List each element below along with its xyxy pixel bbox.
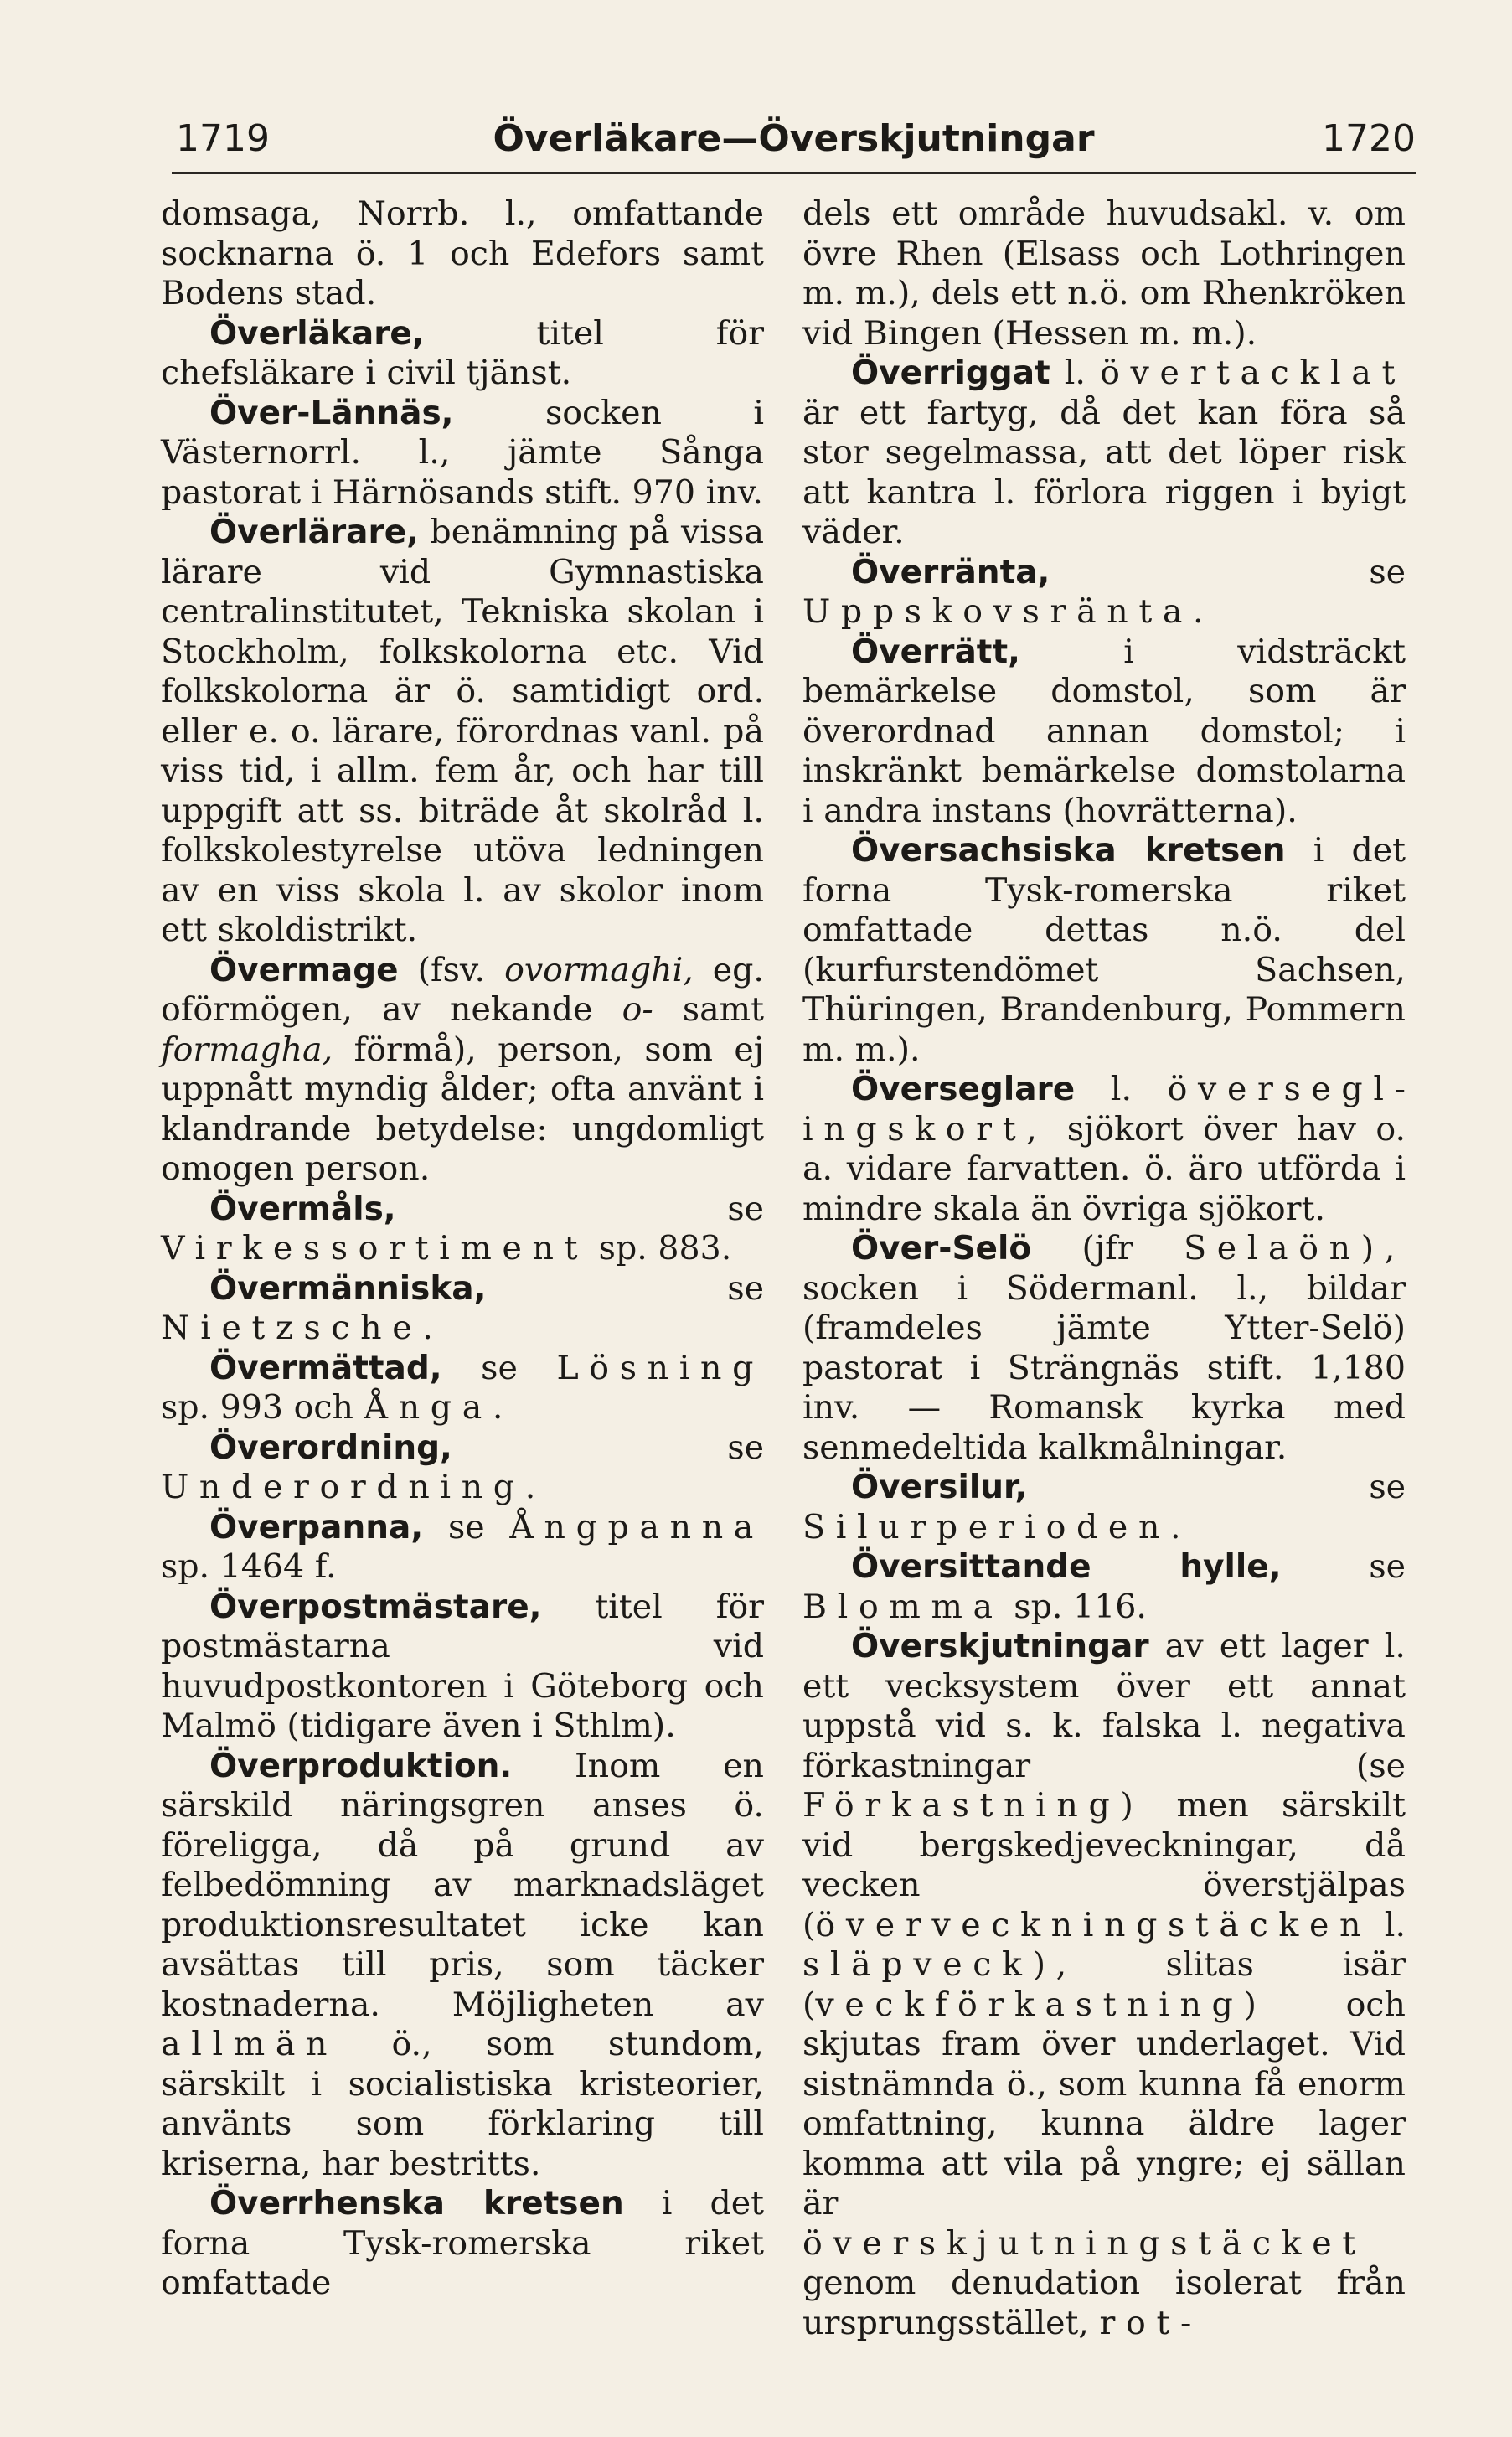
right-column [802,194,1406,2343]
entry-overriggat: Överriggat l. övertacklat är ett fartyg, då det kan föra så stor segelmassa, att det löper risk att kantra l. förlora riggen i byigt väder. [802,354,1406,551]
left-column [161,194,764,2304]
entry-oversilur: Översilur, se Silurperioden. [802,1468,1406,1546]
page-header [172,111,1416,169]
entry-overmattad: Övermättad, se Lösning sp. 993 och Ånga. [161,1348,764,1427]
page-number-left: 1719 [176,117,270,160]
entry-continuation: domsaga, Norrb. l., omfattande socknarna ö. 1 och Edefors samt Bodens stad. [161,194,764,312]
entry-overordning: Överordning, se Underordning. [161,1428,764,1506]
entry-overmage: Övermage (fsv. ovormaghi, eg. oförmögen, av nekande o- samt formagha, förmå), person, som ej uppnått myndig ålder; ofta använt i klandrande betydelse: ungdomligt omogen person. [161,950,764,1188]
entry-overproduktion: Överproduktion. Inom en särskild näringsgren anses ö. föreligga, då på grund av felbedömning av marknadsläget produktionsresultatet icke kan avsättas till pris, som täcker kostnaderna. Möjligheten av allmän ö., som stundom, särskilt i socialistiska kristeorier, använts som förklaring till kriserna, har bestritts. [161,1746,764,2183]
running-title: Överläkare—Överskjutningar [493,117,1095,160]
entry-overpostmastare: Överpostmästare, titel för postmästarna vid huvudpostkontoren i Göteborg och Malmö (tidigare även i Sthlm). [161,1587,764,1745]
entry-overmals: Övermåls, se Virkessortiment sp. 883. [161,1189,764,1268]
entry-overratt: Överrätt, i vidsträckt bemärkelse domstol, som är överordnad annan domstol; i inskränkt bemärkelse domstolarna i andra instans (hovrätterna). [802,632,1406,830]
entry-over-selo: Över-Selö (jfr Selaön), socken i Södermanl. l., bildar (framdeles jämte Ytter-Selö) pastorat i Strängnäs stift. 1,180 inv. — Romansk kyrka med senmedeltida kalkmålningar. [802,1229,1406,1467]
entry-over-lannas: Över-Lännäs, socken i Västernorrl. l., jämte Sånga pastorat i Härnösands stift. 970 inv. [161,393,764,512]
entry-oversittande-hylle: Översittande hylle, se Blomma sp. 116. [802,1547,1406,1626]
entry-overseglare: Överseglare l. överseglingskort, sjökort över hav o. a. vidare farvatten. ö. äro utförda i mindre skala än övriga sjökort. [802,1070,1406,1228]
entry-overranta: Överränta, se Uppskovsränta. [802,552,1406,631]
entry-overrhenska-kretsen: Överrhenska kretsen i det forna Tysk-romerska riket omfattade [161,2184,764,2302]
entry-overskjutningar: Överskjutningar av ett lager l. ett vecksystem över ett annat uppstå vid s. k. falska l. negativa förkastningar (se Förkastning) men särskilt vid bergskedjeveckningar, då vecken överstjälpas (överveckningstäcken l. släpveck), slitas isär (veckförkastning) och skjutas fram över underlaget. Vid sistnämnda ö., som kunna få enorm omfattning, kunna äldre lager komma att vila på yngre; ej sällan är överskjutningstäcket genom denudation isolerat från ursprungsstället, rot- [802,1627,1406,2342]
entry-overlakare: Överläkare, titel för chefsläkare i civil tjänst. [161,313,764,392]
entry-overmanniska: Övermänniska, se Nietzsche. [161,1268,764,1347]
entry-overlarare: Överlärare, benämning på vissa lärare vid Gymnastiska centralinstitutet, Tekniska skolan i Stockholm, folkskolorna etc. Vid folkskolorna är ö. samtidigt ord. eller e. o. lärare, förordnas vanl. på viss tid, i allm. fem år, och har till uppgift att ss. biträde åt skolråd l. folkskolestyrelse utöva ledningen av en viss skola l. av skolor inom ett skoldistrikt. [161,513,764,949]
page-number-right: 1720 [1322,117,1416,160]
entry-continuation: dels ett område huvudsakl. v. om övre Rhen (Elsass och Lothringen m. m.), dels ett n.ö. om Rhenkröken vid Bingen (Hessen m. m.). [802,194,1406,353]
entry-overpanna: Överpanna, se Ångpanna sp. 1464 f. [161,1507,764,1586]
header-rule [172,172,1416,174]
entry-oversachsiska-kretsen: Översachsiska kretsen i det forna Tysk-romerska riket omfattade dettas n.ö. del (kurfurstendömet Sachsen, Thüringen, Brandenburg, Pommern m. m.). [802,831,1406,1069]
